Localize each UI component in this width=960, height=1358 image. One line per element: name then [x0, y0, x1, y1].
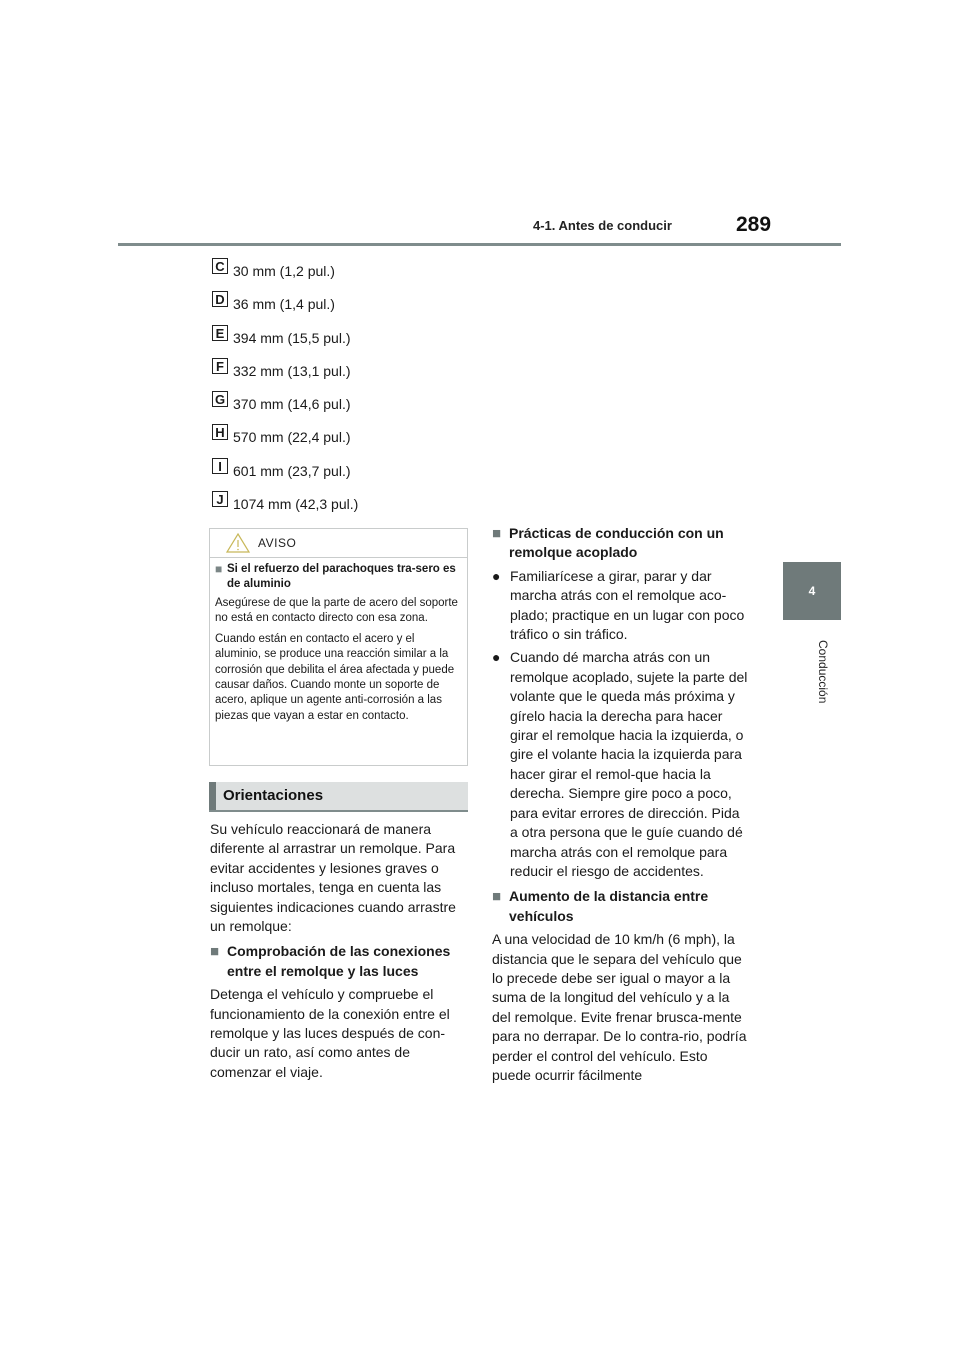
dimension-item — [212, 491, 358, 524]
dimension-item — [212, 424, 358, 457]
subheading — [492, 524, 748, 563]
round-bullet-icon: ● — [492, 567, 501, 584]
section-heading-bar — [209, 782, 468, 812]
warning-body — [210, 558, 467, 724]
intro-paragraph: Su vehículo reaccionará de manera diferente al arrastrar un remolque. Para evitar accidentes y lesiones graves o incluso mortales, tenga en cuenta las siguientes indicaciones cuando arrastre un remolque: — [210, 821, 456, 935]
square-bullet-icon: ■ — [210, 943, 220, 961]
warning-paragraph: Cuando están en contacto el acero y el aluminio, se produce una reacción similar a la corrosión que debilita el área afectada y puede causar daños. Cuando monte un soporte de acero, aplique un agente anti-corrosión a las piezas que vayan a estar en contacto. — [215, 632, 455, 722]
dimension-item — [212, 258, 358, 291]
chapter-label: Conducción — [816, 640, 830, 704]
chapter-number: 4 — [808, 584, 816, 598]
dimension-item — [212, 291, 358, 324]
dimension-item — [212, 358, 358, 391]
body-paragraph: A una velocidad de 10 km/h (6 mph), la distancia que le separa del vehículo que lo precede debe ser igual o mayor a la suma de la longitud del vehículo y a la del remolque. Evite frenar brusca-mente para no derrapar. De lo contra-rio, podría perder el control del vehículo. Esto puede ocurrir fácilmente — [492, 931, 747, 1083]
dimension-value: 332 mm (13,1 pul.) — [233, 362, 351, 379]
right-column — [492, 524, 748, 1090]
chapter-tab — [783, 562, 841, 620]
square-bullet-icon: ■ — [492, 525, 502, 542]
page-number: 289 — [736, 213, 772, 236]
dimension-letter: C — [212, 258, 228, 274]
dimension-value: 370 mm (14,6 pul.) — [233, 396, 351, 413]
running-header: 4-1. Antes de conducir — [533, 218, 672, 233]
subheading-text: Prácticas de conducción con un remolque acoplado — [509, 525, 724, 561]
dimension-letter: H — [212, 424, 228, 440]
section-title: Orientaciones — [223, 787, 324, 804]
dimension-letter: E — [212, 325, 228, 341]
dimension-item — [212, 458, 358, 491]
subheading — [210, 942, 468, 981]
dimension-value: 394 mm (15,5 pul.) — [233, 329, 351, 346]
warning-title: AVISO — [258, 536, 297, 550]
warning-header — [210, 529, 467, 558]
warning-triangle-icon — [226, 533, 250, 553]
dimension-letter: F — [212, 358, 228, 374]
bullet-text: Cuando dé marcha atrás con un remolque acoplado, sujete la parte del volante que le queda más próxima y gírelo hacia la derecha para hacer girar el remolque hacia la izquierda, o gire el volante hacia la izquierda para hacer girar el remol-que hacia la derecha. Siempre gire poco a poco, para evitar errores de dirección. Pida a otra persona que le guíe cuando dé marcha atrás con el remolque para reducir el riesgo de accidentes. — [510, 649, 748, 879]
subheading — [492, 887, 748, 926]
square-bullet-icon: ■ — [492, 888, 502, 906]
dimension-value: 30 mm (1,2 pul.) — [233, 263, 335, 279]
dimension-item — [212, 325, 358, 358]
square-bullet-icon: ■ — [215, 562, 223, 576]
warning-paragraph: Asegúrese de que la parte de acero del soporte no está en contacto directo con esa zona. — [215, 597, 458, 625]
dimension-list — [212, 258, 358, 524]
dimension-letter: G — [212, 391, 228, 407]
dimension-letter: D — [212, 291, 228, 307]
warning-box — [209, 528, 468, 766]
body-paragraph: Detenga el vehículo y compruebe el funcionamiento de la conexión entre el remolque y las luces después de con-ducir un rato, así como antes de comenzar el viaje. — [210, 986, 450, 1080]
round-bullet-icon: ● — [492, 649, 501, 666]
dimension-value: 601 mm (23,7 pul.) — [233, 462, 351, 479]
dimension-letter: I — [212, 458, 228, 474]
warning-heading-text: Si el refuerzo del parachoques tra-sero es de aluminio — [227, 563, 456, 590]
header-rule — [118, 243, 841, 246]
dimension-item — [212, 391, 358, 424]
subheading-text: Aumento de la distancia entre vehículos — [509, 888, 709, 924]
bullet-text: Familiarícese a girar, parar y dar marcha atrás con el remolque aco-plado; practique en un lugar con poco tráfico o sin tráfico. — [510, 567, 745, 643]
dimension-value: 36 mm (1,4 pul.) — [233, 296, 335, 313]
bullet-item — [492, 567, 748, 645]
dimension-value: 570 mm (22,4 pul.) — [233, 429, 351, 446]
section-bar-accent — [209, 782, 216, 810]
dimension-value: 1074 mm (42,3 pul.) — [233, 496, 359, 513]
subheading-text: Comprobación de las conexiones entre el remolque y las luces — [227, 943, 451, 979]
bullet-item — [492, 648, 748, 881]
left-column — [210, 820, 468, 1087]
dimension-letter: J — [212, 491, 228, 507]
warning-heading — [215, 562, 461, 592]
